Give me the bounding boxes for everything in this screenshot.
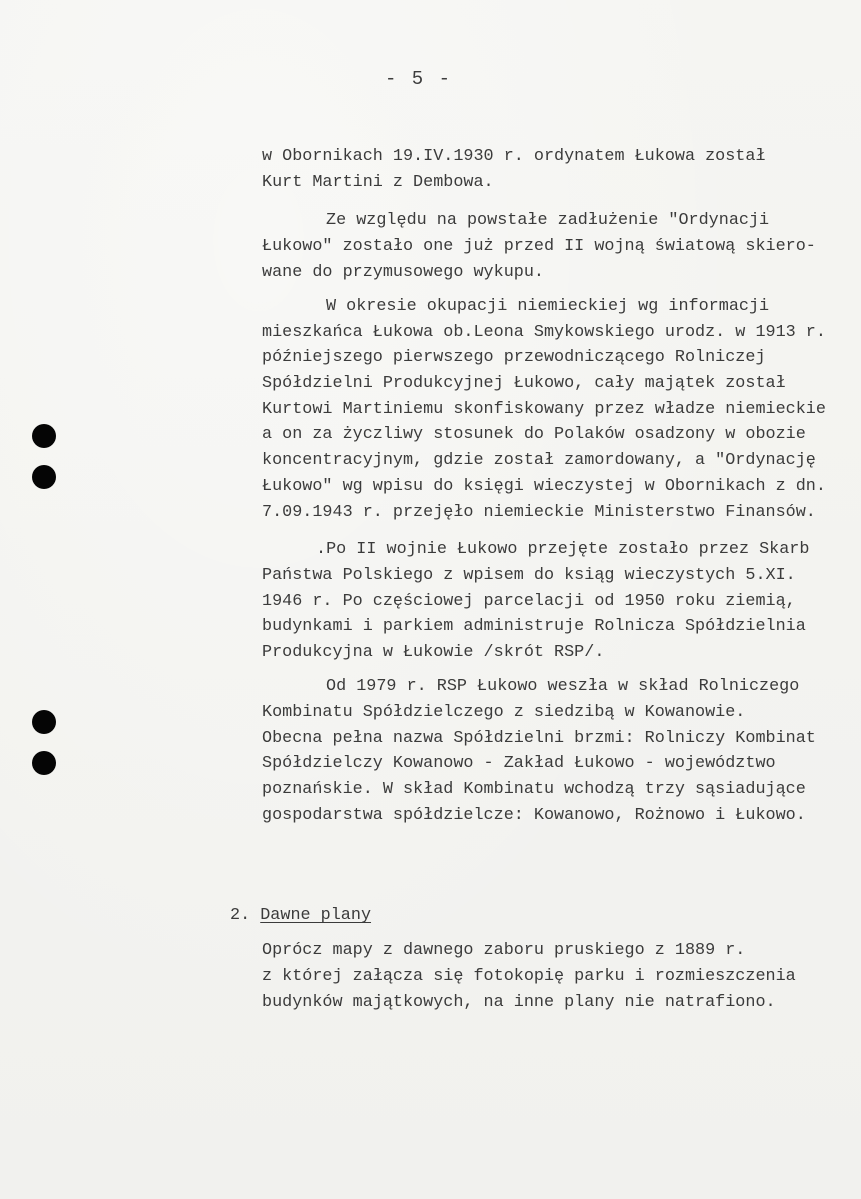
body-text-line: mieszkańca Łukowa ob.Leona Smykowskiego urodz. w 1913 r. [262,323,826,342]
body-text-line: Państwa Polskiego z wpisem do ksiąg wieczystych 5.XI. [262,566,796,585]
body-text-line: W okresie okupacji niemieckiej wg informacji [326,297,770,316]
section-title: Dawne plany [260,906,372,925]
body-text-line: wane do przymusowego wykupu. [262,263,544,282]
section-number: 2. [230,906,251,925]
body-text-line: 7.09.1943 r. przejęło niemieckie Ministerstwo Finansów. [262,503,816,522]
body-text-line: Spółdzielczy Kowanowo - Zakład Łukowo - województwo [262,754,776,773]
body-text-line: a on za życzliwy stosunek do Polaków osadzony w obozie [262,425,806,444]
body-text-line: późniejszego pierwszego przewodniczącego Rolniczej [262,348,766,367]
punch-hole [32,424,56,448]
body-text-line: z której załącza się fotokopię parku i rozmieszczenia [262,967,796,986]
body-text-line: Oprócz mapy z dawnego zaboru pruskiego z 1889 r. [262,941,746,960]
body-text-line: Spółdzielni Produkcyjnej Łukowo, cały majątek został [262,374,786,393]
body-text-line: budynkami i parkiem administruje Rolnicza Spółdzielnia [262,617,806,636]
body-text-line: 1946 r. Po częściowej parcelacji od 1950 roku ziemią, [262,592,796,611]
body-text-line: Kurt Martini z Dembowa. [262,173,494,192]
body-text-line: .Po II wojnie Łukowo przejęte zostało przez Skarb [316,540,810,559]
body-text-line: Kombinatu Spółdzielczego z siedzibą w Kowanowie. [262,703,746,722]
body-text-line: Ze względu na powstałe zadłużenie "Ordynacji [326,211,770,230]
punch-hole [32,751,56,775]
body-text-line: Łukowo" wg wpisu do księgi wieczystej w Obornikach z dn. [262,477,826,496]
page-number: - 5 - [385,68,453,90]
body-text-line: budynków majątkowych, na inne plany nie natrafiono. [262,993,776,1012]
body-text-line: koncentracyjnym, gdzie został zamordowany, a "Ordynację [262,451,816,470]
body-text-line: w Obornikach 19.IV.1930 r. ordynatem Łukowa został [262,147,766,166]
punch-hole [32,465,56,489]
section-heading [230,906,371,926]
body-text-line: poznańskie. W skład Kombinatu wchodzą trzy sąsiadujące [262,780,806,799]
body-text-line: Obecna pełna nazwa Spółdzielni brzmi: Rolniczy Kombinat [262,729,816,748]
body-text-line: gospodarstwa spółdzielcze: Kowanowo, Rożnowo i Łukowo. [262,806,806,825]
body-text-line: Łukowo" zostało one już przed II wojną światową skiero- [262,237,816,256]
body-text-line: Produkcyjna w Łukowie /skrót RSP/. [262,643,605,662]
body-text-line: Kurtowi Martiniemu skonfiskowany przez władze niemieckie [262,400,826,419]
punch-hole [32,710,56,734]
body-text-line: Od 1979 r. RSP Łukowo weszła w skład Rolniczego [326,677,800,696]
